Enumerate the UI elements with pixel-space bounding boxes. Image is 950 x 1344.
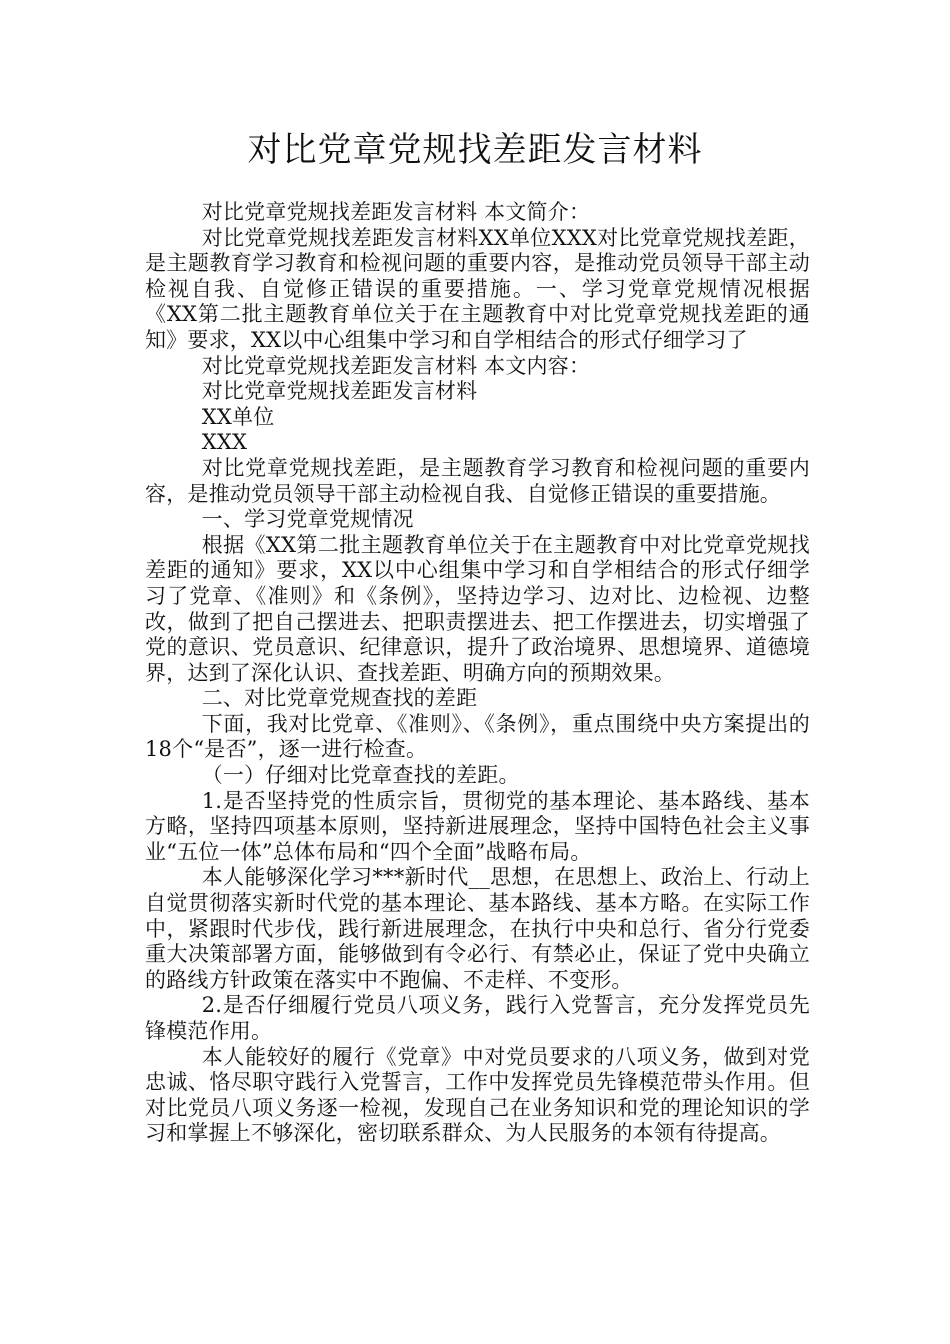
speech-heading: 对比党章党规找差距发言材料 (201, 379, 478, 404)
question-1: 1.是否坚持党的性质宗旨，贯彻党的基本理论、基本路线、基本方略，坚持四项基本原则，坚持新进展理念，坚持中国特色社会主义事业“五位一体”总体布局和“四个全面”战略布局。 (145, 788, 810, 864)
speaker-name: XXX (201, 430, 248, 455)
answer-1: 本人能够深化学习***新时代__思想，在思想上、政治上、行动上自觉贯彻落实新时代党的基本理论、基本路线、基本方略。在实际工作中，紧跟时代步伐，践行新进展理念，在执行中央和总行、省分行党委重大决策部署方面，能够做到有令必行、有禁必止，保证了党中央确立的路线方针政策在落实中不跑偏、不走样、不变形。 (145, 865, 810, 992)
answer-2: 本人能较好的履行《党章》中对党员要求的八项义务，做到对党忠诚、恪尽职守践行入党誓言，工作中发挥党员先锋模范带头作用。但对比党员八项义务逐一检视，发现自己在业务知识和党的理论知识的学习和掌握上不够深化，密切联系群众、为人民服务的本领有待提高。 (145, 1044, 810, 1146)
check-intro-paragraph: 下面，我对比党章、《准则》、《条例》，重点围绕中央方案提出的18个“是否”，逐一进行检查。 (145, 711, 810, 762)
intro-label: 对比党章党规找差距发言材料 本文简介： (201, 200, 591, 224)
document-title: 对比党章党规找差距发言材料 (247, 130, 703, 170)
summary-paragraph: 对比党章党规找差距发言材料XX单位XXX对比党章党规找差距，是主题教育学习教育和检视问题的重要内容，是推动党员领导干部主动检视自我、自觉修正错误的重要措施。一、学习党章党规情况根据《XX第二批主题教育单位关于在主题教育中对比党章党规找差距的通知》要求，XX以中心组集中学习和自学相结合的形式仔细学习了 (145, 225, 810, 352)
unit-name: XX单位 (201, 404, 275, 429)
section-heading-1: 一、学习党章党规情况 (201, 507, 414, 532)
document-body (145, 200, 810, 1147)
subsection-heading-1: （一）仔细对比党章查找的差距。 (201, 763, 520, 788)
study-paragraph: 根据《XX第二批主题教育单位关于在主题教育中对比党章党规找差距的通知》要求，XX以中心组集中学习和自学相结合的形式仔细学习了党章、《准则》和《条例》，坚持边学习、边对比、边检视、边整改，做到了把自己摆进去、把职责摆进去、把工作摆进去，切实增强了党的意识、党员意识、纪律意识，提升了政治境界、思想境界、道德境界，达到了深化认识、查找差距、明确方向的预期效果。 (145, 532, 810, 685)
opening-paragraph: 对比党章党规找差距，是主题教育学习教育和检视问题的重要内容，是推动党员领导干部主动检视自我、自觉修正错误的重要措施。 (145, 455, 810, 506)
content-label: 对比党章党规找差距发言材料 本文内容： (201, 353, 591, 378)
section-heading-2: 二、对比党章党规查找的差距 (201, 686, 478, 711)
question-2: 2.是否仔细履行党员八项义务，践行入党誓言，充分发挥党员先锋模范作用。 (145, 993, 810, 1043)
